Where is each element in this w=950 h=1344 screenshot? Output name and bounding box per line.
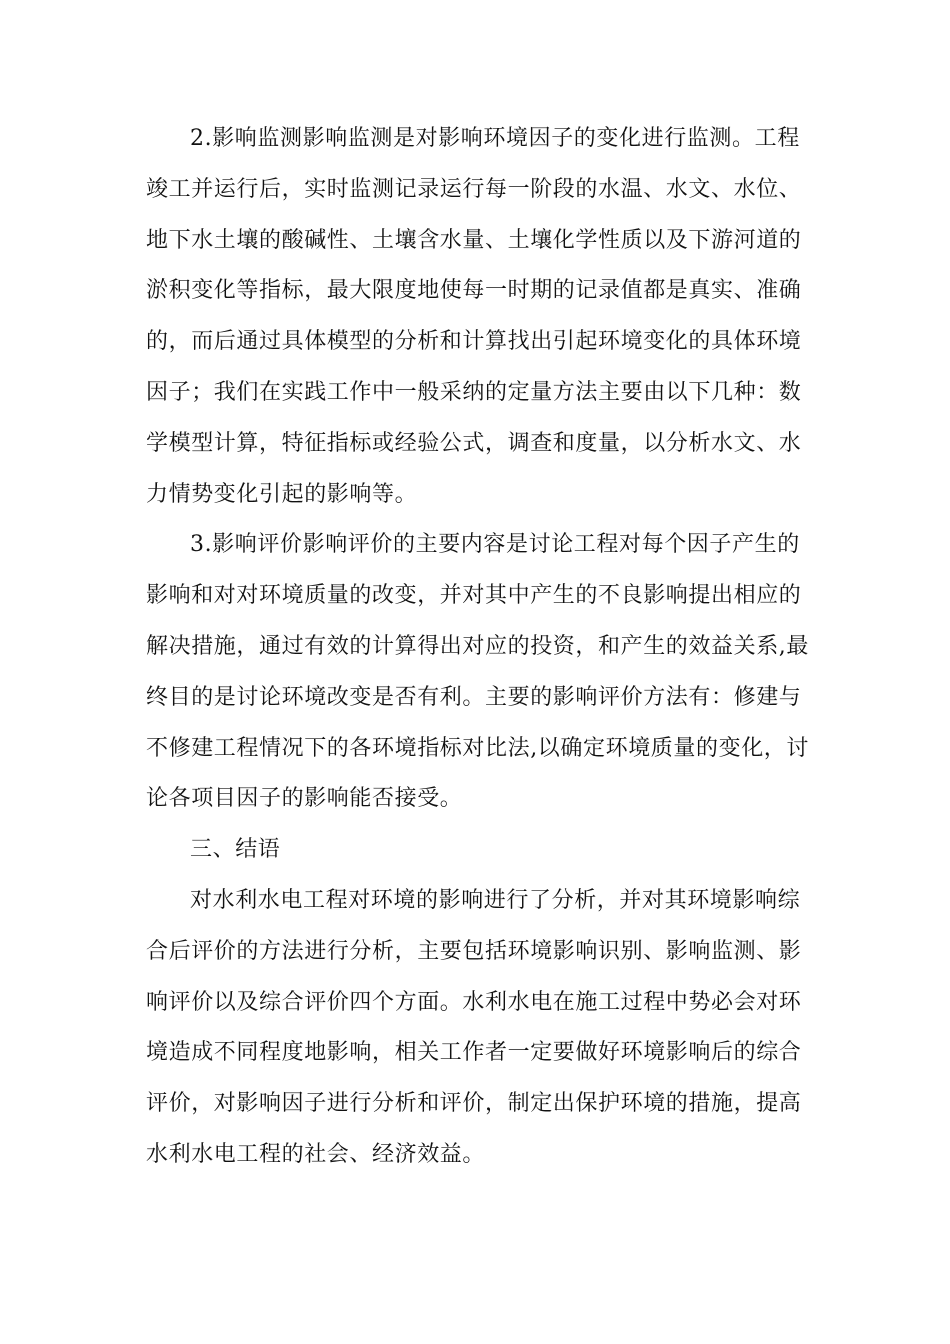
text-line: 地下水土壤的酸碱性、土壤含水量、土壤化学性质以及下游河道的 <box>146 227 802 253</box>
text-line: 对水利水电工程对环境的影响进行了分析，并对其环境影响综 <box>190 887 801 913</box>
paragraph-impact-assessment <box>146 520 809 825</box>
text-line: 水利水电工程的社会、经济效益。 <box>146 1141 486 1167</box>
section-heading-conclusion <box>146 825 796 876</box>
text-line: 力情势变化引起的影响等。 <box>146 481 418 507</box>
text-line: 终目的是讨论环境改变是否有利。主要的影响评价方法有：修建与 <box>146 684 802 710</box>
text-line: 解决措施，通过有效的计算得出对应的投资，和产生的效益关系,最 <box>146 633 809 659</box>
paragraph-conclusion <box>146 876 802 1181</box>
document-body <box>146 114 809 1181</box>
text-line: 论各项目因子的影响能否接受。 <box>146 786 463 812</box>
text-line: 因子；我们在实践工作中一般采纳的定量方法主要由以下几种：数 <box>146 379 802 405</box>
text-line: 的，而后通过具体模型的分析和计算找出引起环境变化的具体环境 <box>146 329 802 355</box>
section-heading: 三、结语 <box>190 837 281 863</box>
text-line: 淤积变化等指标，最大限度地使每一时期的记录值都是真实、准确 <box>146 278 802 304</box>
paragraph-impact-monitoring <box>146 114 802 520</box>
text-line: 2.影响监测影响监测是对影响环境因子的变化进行监测。工程 <box>190 126 800 151</box>
text-line: 影响和对对环境质量的改变，并对其中产生的不良影响提出相应的 <box>146 583 802 609</box>
text-line: 响评价以及综合评价四个方面。水利水电在施工过程中势必会对环 <box>146 989 802 1015</box>
text-line: 学模型计算，特征指标或经验公式，调查和度量，以分析水文、水 <box>146 430 802 456</box>
text-line: 合后评价的方法进行分析，主要包括环境影响识别、影响监测、影 <box>146 938 802 964</box>
text-line: 不修建工程情况下的各环境指标对比法,以确定环境质量的变化，讨 <box>146 735 809 761</box>
text-line: 竣工并运行后，实时监测记录运行每一阶段的水温、水文、水位、 <box>146 176 802 202</box>
text-line: 3.影响评价影响评价的主要内容是讨论工程对每个因子产生的 <box>190 532 800 558</box>
text-line: 评价，对影响因子进行分析和评价，制定出保护环境的措施，提高 <box>146 1091 802 1117</box>
text-line: 境造成不同程度地影响，相关工作者一定要做好环境影响后的综合 <box>146 1040 802 1066</box>
